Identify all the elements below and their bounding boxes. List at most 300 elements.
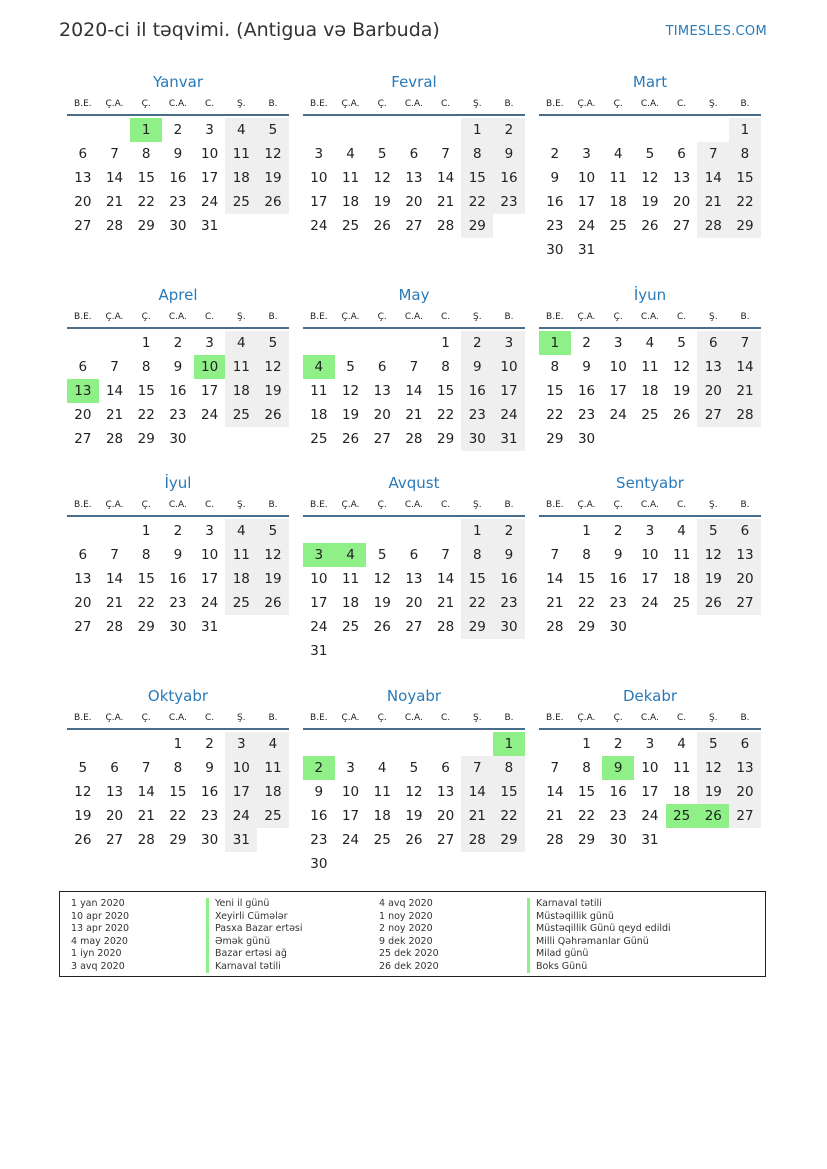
day-cell: 21: [546, 595, 564, 611]
day-cell: 2: [550, 146, 560, 162]
day-cell: 21: [137, 808, 155, 824]
day-cell: 6: [677, 146, 686, 162]
month-block: [303, 72, 525, 238]
weekday-label: Ş.: [708, 99, 718, 109]
day-cell: 18: [310, 407, 328, 423]
weekday-label: Ç.: [141, 99, 151, 109]
day-cell: 3: [493, 331, 525, 355]
day-cell: 21: [437, 595, 455, 611]
empty-cell: [461, 732, 493, 756]
day-cell: 12: [257, 355, 289, 379]
day-cell: 25: [225, 403, 257, 427]
day-cell: 22: [577, 595, 596, 611]
day-cell: 27: [405, 218, 423, 234]
weekday-label: Ç.: [377, 312, 387, 322]
day-cell: 9: [205, 760, 214, 776]
day-cell: 8: [582, 760, 591, 776]
empty-cell: [602, 118, 634, 142]
month-block: [539, 72, 761, 262]
day-cell: 31: [493, 427, 525, 451]
month-name: Sentyabr: [616, 474, 684, 492]
weekday-label: Ç.: [141, 500, 151, 510]
day-cell: 12: [373, 170, 391, 186]
day-cell: 21: [461, 804, 493, 828]
day-cell: 14: [729, 355, 761, 379]
weekday-label: Ç.A.: [105, 312, 124, 322]
day-cell: 11: [225, 543, 257, 567]
day-cell: 20: [729, 567, 761, 591]
day-cell: 23: [609, 595, 627, 611]
day-cell: 13: [405, 571, 423, 587]
weekday-header: [539, 309, 761, 329]
day-cell: 5: [645, 146, 655, 162]
empty-cell: [697, 118, 729, 142]
day-cell: 26: [641, 218, 659, 234]
day-cell: 14: [546, 571, 564, 587]
legend-holiday-name: Pasxa Bazar ertəsi: [206, 923, 303, 936]
day-cell: 31: [201, 619, 219, 635]
day-cell: 15: [461, 567, 493, 591]
day-cell: 23: [310, 832, 328, 848]
empty-cell: [99, 331, 131, 355]
holiday-day-cell: 2: [303, 756, 335, 780]
empty-cell: [335, 732, 367, 756]
day-cell: 30: [169, 218, 187, 234]
day-cell: 4: [613, 146, 623, 162]
day-cell: 9: [493, 543, 525, 567]
day-cell: 20: [673, 194, 691, 210]
day-cell: 25: [225, 591, 257, 615]
day-cell: 11: [373, 784, 391, 800]
day-cell: 15: [137, 571, 155, 587]
day-cell: 5: [78, 760, 88, 776]
day-cell: 6: [729, 732, 761, 756]
day-cell: 9: [461, 355, 493, 379]
day-cell: 13: [673, 170, 691, 186]
day-cell: 25: [673, 595, 691, 611]
month-name: Yanvar: [152, 73, 204, 91]
day-cell: 31: [201, 218, 219, 234]
weekday-label: C.: [677, 500, 687, 510]
day-cell: 13: [74, 170, 92, 186]
day-cell: 12: [673, 359, 691, 375]
day-cell: 16: [493, 567, 525, 591]
weekday-header: [539, 96, 761, 116]
day-cell: 12: [341, 383, 360, 399]
day-cell: 6: [377, 359, 387, 375]
day-cell: 27: [105, 832, 124, 848]
empty-cell: [67, 519, 99, 543]
day-cell: 25: [310, 431, 328, 447]
empty-cell: [398, 732, 430, 756]
day-cell: 28: [137, 832, 155, 848]
weekday-label: Ç.: [141, 312, 151, 322]
day-cell: 17: [641, 571, 659, 587]
day-cell: 12: [257, 543, 289, 567]
day-cell: 24: [609, 407, 627, 423]
day-cell: 8: [461, 142, 493, 166]
day-cell: 16: [493, 166, 525, 190]
day-cell: 28: [697, 214, 729, 238]
day-cell: 23: [609, 808, 627, 824]
weekday-label: Ç.A.: [341, 312, 360, 322]
day-cell: 27: [437, 832, 455, 848]
day-cell: 11: [609, 170, 627, 186]
empty-cell: [539, 732, 571, 756]
day-cell: 24: [341, 832, 360, 848]
day-cell: 17: [493, 379, 525, 403]
day-cell: 22: [137, 595, 155, 611]
empty-cell: [99, 118, 131, 142]
weekday-label: C.: [677, 312, 687, 322]
empty-cell: [366, 331, 398, 355]
day-cell: 14: [105, 571, 124, 587]
day-cell: 20: [74, 407, 92, 423]
holiday-day-cell: 26: [697, 804, 729, 828]
month-name: Mart: [632, 73, 668, 91]
day-cell: 2: [613, 736, 623, 752]
legend-date: 1 iyn 2020: [71, 948, 122, 959]
weekday-label: Ç.A.: [577, 713, 596, 723]
day-cell: 7: [550, 760, 560, 776]
legend-holiday-name: Müstəqillik günü: [527, 911, 671, 924]
day-cell: 30: [609, 832, 627, 848]
day-cell: 22: [137, 194, 155, 210]
day-cell: 8: [729, 142, 761, 166]
day-cell: 1: [461, 118, 493, 142]
empty-cell: [398, 519, 430, 543]
day-cell: 13: [697, 355, 729, 379]
day-cell: 12: [697, 543, 729, 567]
day-cell: 31: [225, 828, 257, 852]
day-cell: 2: [173, 122, 183, 138]
empty-cell: [666, 118, 698, 142]
day-cell: 9: [582, 359, 591, 375]
month-block: [67, 285, 289, 451]
weekday-label: B.: [268, 312, 278, 322]
weekday-label: B.E.: [546, 500, 564, 510]
day-cell: 8: [141, 359, 151, 375]
day-cell: 15: [169, 784, 187, 800]
day-cell: 15: [437, 383, 455, 399]
day-cell: 20: [729, 780, 761, 804]
day-cell: 3: [613, 335, 623, 351]
legend-holiday-name: Yeni il günü: [206, 898, 303, 911]
day-cell: 19: [373, 194, 391, 210]
day-cell: 14: [405, 383, 423, 399]
weekday-label: C.: [205, 713, 215, 723]
weekday-label: Ç.A.: [341, 500, 360, 510]
day-cell: 5: [697, 519, 729, 543]
day-cell: 28: [729, 403, 761, 427]
day-cell: 11: [225, 355, 257, 379]
weekday-label: C.A.: [168, 312, 187, 322]
day-cell: 7: [110, 547, 119, 563]
month-name: Fevral: [391, 73, 437, 91]
day-cell: 8: [141, 146, 151, 162]
month-block: [67, 686, 289, 852]
day-grid: [67, 329, 289, 451]
day-cell: 10: [641, 760, 659, 776]
day-cell: 4: [225, 331, 257, 355]
day-cell: 21: [729, 379, 761, 403]
day-cell: 10: [225, 756, 257, 780]
weekday-label: B.E.: [310, 713, 328, 723]
brand-logo[interactable]: TIMESLES.COM: [665, 24, 767, 39]
day-cell: 24: [577, 218, 596, 234]
day-cell: 22: [169, 808, 187, 824]
day-cell: 4: [257, 732, 289, 756]
day-cell: 14: [461, 780, 493, 804]
day-cell: 4: [677, 736, 686, 752]
weekday-label: C.: [205, 99, 215, 109]
day-cell: 2: [493, 519, 525, 543]
day-cell: 29: [729, 214, 761, 238]
day-cell: 15: [137, 383, 155, 399]
day-cell: 18: [373, 808, 391, 824]
day-cell: 26: [341, 431, 360, 447]
empty-cell: [67, 732, 99, 756]
weekday-label: Ç.: [377, 713, 387, 723]
day-cell: 11: [673, 760, 691, 776]
day-cell: 7: [409, 359, 419, 375]
day-cell: 5: [409, 760, 419, 776]
month-name: İyun: [633, 286, 667, 304]
day-cell: 17: [577, 194, 596, 210]
weekday-label: C.A.: [640, 713, 659, 723]
day-cell: 7: [729, 331, 761, 355]
weekday-label: C.: [677, 99, 687, 109]
day-cell: 20: [74, 595, 92, 611]
day-cell: 19: [697, 780, 729, 804]
empty-cell: [335, 118, 367, 142]
day-cell: 14: [697, 166, 729, 190]
day-cell: 24: [493, 403, 525, 427]
day-cell: 8: [441, 359, 450, 375]
day-cell: 29: [437, 431, 455, 447]
day-cell: 4: [346, 146, 355, 162]
day-cell: 22: [546, 407, 564, 423]
day-cell: 24: [201, 194, 219, 210]
weekday-label: B.E.: [546, 713, 564, 723]
day-cell: 5: [346, 359, 355, 375]
weekday-label: Ç.A.: [105, 500, 124, 510]
weekday-label: Ş.: [708, 500, 718, 510]
day-cell: 27: [729, 804, 761, 828]
day-cell: 14: [437, 571, 455, 587]
day-cell: 29: [546, 431, 564, 447]
weekday-label: B.: [268, 99, 278, 109]
weekday-label: C.: [441, 99, 451, 109]
weekday-header: [303, 96, 525, 116]
legend-date: 2 noy 2020: [379, 923, 433, 934]
day-cell: 6: [110, 760, 119, 776]
day-cell: 7: [441, 547, 450, 563]
day-cell: 11: [310, 383, 328, 399]
holiday-day-cell: 1: [493, 732, 525, 756]
day-cell: 21: [546, 808, 564, 824]
weekday-label: B.: [268, 713, 278, 723]
day-cell: 2: [173, 523, 183, 539]
day-cell: 11: [341, 170, 360, 186]
empty-cell: [303, 331, 335, 355]
empty-cell: [130, 732, 162, 756]
day-cell: 23: [577, 407, 596, 423]
day-cell: 30: [201, 832, 219, 848]
day-cell: 13: [373, 383, 391, 399]
day-cell: 2: [582, 335, 591, 351]
weekday-label: B.: [268, 500, 278, 510]
day-cell: 28: [546, 832, 564, 848]
weekday-label: B.: [504, 312, 514, 322]
day-cell: 23: [546, 218, 564, 234]
day-grid: [539, 329, 761, 451]
day-cell: 26: [257, 190, 289, 214]
weekday-header: [303, 497, 525, 517]
day-cell: 24: [310, 619, 328, 635]
day-cell: 16: [201, 784, 219, 800]
day-cell: 2: [461, 331, 493, 355]
weekday-label: Ç.A.: [341, 99, 360, 109]
day-cell: 6: [441, 760, 450, 776]
day-cell: 7: [110, 359, 119, 375]
day-cell: 5: [377, 146, 387, 162]
day-cell: 17: [310, 595, 328, 611]
day-cell: 4: [377, 760, 387, 776]
day-cell: 6: [697, 331, 729, 355]
day-grid: [539, 730, 761, 852]
day-cell: 21: [105, 595, 124, 611]
day-cell: 28: [405, 431, 423, 447]
weekday-label: C.: [677, 713, 687, 723]
day-cell: 9: [173, 547, 183, 563]
day-cell: 17: [201, 383, 219, 399]
holiday-legend: [59, 891, 766, 977]
empty-cell: [430, 519, 462, 543]
day-cell: 3: [314, 146, 324, 162]
holiday-day-cell: 1: [539, 331, 571, 355]
day-cell: 19: [257, 166, 289, 190]
weekday-label: Ş.: [708, 312, 718, 322]
day-cell: 25: [341, 619, 360, 635]
month-name: Dekabr: [622, 687, 678, 705]
day-cell: 16: [310, 808, 328, 824]
weekday-label: Ş.: [472, 713, 482, 723]
weekday-label: C.: [205, 312, 215, 322]
weekday-label: Ç.A.: [105, 713, 124, 723]
day-cell: 17: [641, 784, 659, 800]
day-cell: 18: [225, 567, 257, 591]
weekday-label: Ç.A.: [577, 99, 596, 109]
weekday-label: C.A.: [640, 312, 659, 322]
day-cell: 25: [641, 407, 659, 423]
day-cell: 22: [729, 190, 761, 214]
weekday-label: B.: [740, 99, 750, 109]
holiday-day-cell: 9: [602, 756, 634, 780]
month-name: Aprel: [158, 286, 198, 304]
day-cell: 18: [341, 595, 360, 611]
day-cell: 8: [173, 760, 183, 776]
day-cell: 13: [729, 756, 761, 780]
day-cell: 18: [341, 194, 360, 210]
day-grid: [303, 329, 525, 451]
day-cell: 10: [609, 359, 627, 375]
empty-cell: [303, 118, 335, 142]
day-cell: 5: [377, 547, 387, 563]
weekday-label: Ç.A.: [105, 99, 124, 109]
weekday-label: C.A.: [404, 713, 423, 723]
day-cell: 6: [409, 547, 419, 563]
day-cell: 15: [493, 780, 525, 804]
day-grid: [67, 730, 289, 852]
day-cell: 10: [201, 146, 219, 162]
empty-cell: [634, 118, 666, 142]
weekday-label: Ç.A.: [341, 713, 360, 723]
holiday-day-cell: 1: [130, 118, 162, 142]
day-cell: 23: [169, 595, 187, 611]
empty-cell: [430, 118, 462, 142]
weekday-label: B.E.: [546, 99, 564, 109]
day-cell: 19: [257, 379, 289, 403]
day-cell: 6: [78, 547, 88, 563]
day-cell: 8: [493, 756, 525, 780]
day-cell: 30: [461, 427, 493, 451]
day-cell: 20: [405, 194, 423, 210]
day-cell: 16: [609, 571, 627, 587]
day-cell: 9: [613, 547, 623, 563]
day-cell: 25: [373, 832, 391, 848]
day-cell: 21: [437, 194, 455, 210]
day-cell: 22: [137, 407, 155, 423]
weekday-label: C.: [441, 713, 451, 723]
month-block: [539, 285, 761, 451]
day-cell: 30: [546, 242, 564, 258]
legend-holiday-name: Xeyirli Cümələr: [206, 911, 303, 924]
empty-cell: [539, 118, 571, 142]
day-cell: 22: [461, 591, 493, 615]
weekday-label: C.A.: [404, 312, 423, 322]
day-cell: 4: [225, 519, 257, 543]
day-cell: 4: [645, 335, 655, 351]
day-cell: 27: [74, 218, 92, 234]
day-cell: 30: [169, 431, 187, 447]
weekday-label: B.E.: [74, 713, 92, 723]
day-cell: 26: [405, 832, 423, 848]
day-cell: 22: [437, 407, 455, 423]
legend-holiday-name: Əmək günü: [206, 936, 303, 949]
weekday-label: Ş.: [472, 99, 482, 109]
day-cell: 2: [613, 523, 623, 539]
weekday-header: [67, 96, 289, 116]
day-cell: 9: [314, 784, 324, 800]
day-cell: 7: [441, 146, 450, 162]
day-cell: 13: [729, 543, 761, 567]
legend-holiday-name: Karnaval tətili: [206, 961, 303, 974]
day-cell: 27: [729, 591, 761, 615]
day-cell: 7: [697, 142, 729, 166]
weekday-label: B.E.: [74, 500, 92, 510]
day-grid: [303, 116, 525, 238]
day-cell: 20: [373, 407, 391, 423]
day-cell: 28: [105, 431, 124, 447]
weekday-label: C.A.: [404, 99, 423, 109]
day-cell: 9: [493, 142, 525, 166]
day-cell: 20: [405, 595, 423, 611]
weekday-label: Ş.: [236, 99, 246, 109]
empty-cell: [366, 519, 398, 543]
day-cell: 11: [341, 571, 360, 587]
day-cell: 5: [257, 331, 289, 355]
